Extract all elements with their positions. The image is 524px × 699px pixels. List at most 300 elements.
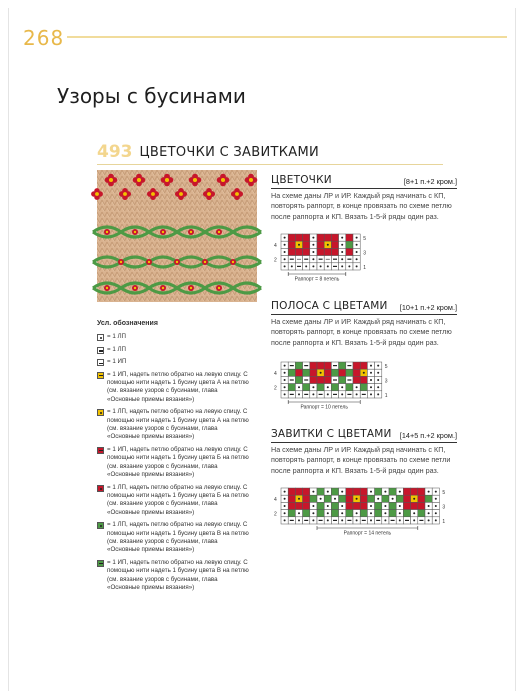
chart-cell-dot — [428, 491, 430, 493]
chart-cell-dot — [392, 498, 394, 500]
chart-cell — [346, 248, 353, 255]
chart-cell — [346, 488, 353, 495]
chart-cell-dot — [363, 372, 365, 374]
chart-cell-bar — [362, 520, 366, 521]
legend-item-text: = 1 ЛП, надеть петлю обратно на левую спицу. С помощью нити надеть 1 бусину цвета А на петлю (см. вязание узоров с бусинами, глава «Основные приемы вязания») — [107, 408, 249, 441]
chart-cell-dot — [284, 498, 286, 500]
chart-cell-dot — [284, 386, 286, 388]
chart-cell — [425, 495, 432, 502]
chart-cell — [331, 369, 338, 376]
chart-cell — [331, 510, 338, 517]
chart-cell-dot — [370, 386, 372, 388]
legend-item — [97, 446, 251, 480]
chart-cell-dot — [284, 372, 286, 374]
chart-cell — [346, 495, 353, 502]
chart-cell — [324, 248, 331, 255]
subpattern-1-rule — [271, 188, 457, 189]
swatch-bead — [204, 261, 206, 263]
chart-cell — [303, 248, 310, 255]
chart-cell-bar — [290, 259, 294, 260]
chart-repeat-label: Раппорт = 8 петель — [294, 276, 340, 283]
chart-cell-bar — [304, 520, 308, 521]
swatch-bead — [162, 287, 164, 289]
chart-cell — [310, 362, 317, 369]
chart-cell — [324, 362, 331, 369]
subpattern-2-rule — [271, 314, 457, 315]
chart-cell-dot — [341, 393, 343, 395]
chart-cell-dot — [334, 498, 336, 500]
subpattern-3-chart — [271, 486, 457, 535]
legend-item — [97, 333, 251, 341]
chart-cell — [288, 495, 295, 502]
chart-cell-dot — [356, 237, 358, 239]
pattern-rule — [97, 164, 443, 165]
chart-cell — [331, 502, 338, 509]
section-title: Узоры с бусинами — [57, 84, 246, 108]
swatch-bead — [134, 231, 136, 233]
chart-row-number-right: 5 — [442, 490, 446, 496]
chart-cell — [403, 502, 410, 509]
chart-cell-bar — [304, 365, 308, 366]
chart-cell-dot — [284, 251, 286, 253]
chart-cell — [288, 241, 295, 248]
bead-red-alt-icon — [97, 485, 104, 492]
chart-cell — [331, 234, 338, 241]
chart-cell-dash — [326, 259, 330, 260]
chart-cell-bar — [333, 379, 337, 380]
chart-cell-dot — [341, 244, 343, 246]
chart-cell-bar — [333, 266, 337, 267]
chart-cell — [353, 369, 360, 376]
chart-cell-bar — [347, 520, 351, 521]
chart-cell-dot — [327, 393, 329, 395]
chart-cell-dot — [312, 505, 314, 507]
chart-cell — [295, 502, 302, 509]
pattern-header — [97, 141, 319, 163]
bead-red-icon — [97, 447, 104, 454]
chart-cell — [360, 376, 367, 383]
subpattern-3-chart-grid — [271, 486, 457, 537]
chart-row-number-right: 3 — [442, 504, 446, 511]
subpattern-3-description: На схеме даны ЛР и ИР. Каждый ряд начинать с КП, повторять раппорт, в конце провязать по схеме петли после раппорта и КП. Вязать 1-5-й ряды один раз. — [271, 445, 451, 475]
chart-cell — [295, 248, 302, 255]
chart-cell-dot — [327, 244, 329, 246]
chart-cell — [418, 502, 425, 509]
legend-item-text: = 1 ЛП, надеть петлю обратно на левую спицу. С помощью нити надеть 1 бусину цвета В на петлю (см. вязание узоров с бусинами, глава «Основные приемы вязания») — [107, 521, 249, 554]
chart-cell-dot — [370, 365, 372, 367]
chart-cell — [317, 376, 324, 383]
chart-cell — [310, 369, 317, 376]
subpattern-2-header — [271, 298, 457, 312]
chart-cell — [396, 495, 403, 502]
chart-cell-dot — [370, 519, 372, 521]
legend-item-text: = 1 ИП, надеть петлю обратно на левую спицу. С помощью нити надеть 1 бусину цвета Б на петлю (см. вязание узоров с бусинами, глава «Основные приемы вязания») — [107, 445, 249, 479]
subpattern-3-header — [271, 426, 457, 440]
legend-item-text: = 1 ЛП, надеть петлю обратно на левую спицу. С помощью нити надеть 1 бусину цвета Б на петлю (см. вязание узоров с бусинами, глава «Основные приемы вязания») — [107, 483, 249, 516]
chart-row-number-left: 4 — [274, 371, 277, 378]
chart-cell-dot — [312, 386, 314, 388]
chart-cell-dot — [413, 512, 415, 514]
chart-cell-dot — [341, 512, 343, 514]
subpattern-2-title: ПОЛОСА С ЦВЕТАМИ — [271, 300, 388, 312]
chart-cell — [346, 510, 353, 517]
chart-cell-dot — [356, 251, 358, 253]
chart-cell — [317, 248, 324, 255]
chart-cell-dot — [327, 386, 329, 388]
chart-cell — [303, 510, 310, 517]
chart-cell-bar — [304, 379, 308, 380]
pattern-number: 493 — [97, 142, 133, 162]
swatch-bead — [218, 231, 220, 233]
chart-row-number-right: 3 — [363, 250, 366, 257]
chart-cell-dot — [320, 498, 322, 500]
chart-cell — [303, 234, 310, 241]
chart-cell — [346, 241, 353, 248]
legend-item-text: = 1 ИП — [107, 358, 127, 366]
chart-cell — [331, 248, 338, 255]
chart-cell-dash — [297, 259, 301, 260]
chart-row-number-left: 4 — [274, 243, 277, 250]
chart-cell-dot — [384, 491, 386, 493]
legend-item-text: = 1 ИП, надеть петлю обратно на левую спицу. С помощью нити надеть 1 бусину цвета В на петлю (см. вязание узоров с бусинами, глава «Основные приемы вязания») — [107, 558, 249, 591]
legend-item-text: = 1 ЛП — [107, 333, 127, 341]
chart-cell — [295, 369, 302, 376]
swatch-bead — [120, 261, 122, 263]
chart-row-number-left: 2 — [274, 257, 277, 264]
chart-row-number-left: 2 — [274, 511, 277, 518]
chart-cell-dot — [291, 265, 293, 267]
chart-cell — [317, 241, 324, 248]
chart-cell-dot — [399, 505, 401, 507]
chart-cell — [317, 488, 324, 495]
chart-cell — [288, 510, 295, 517]
chart-cell-bar — [376, 520, 380, 521]
chart-cell — [303, 384, 310, 391]
swatch-bead — [134, 287, 136, 289]
chart-cell — [353, 502, 360, 509]
chart-cell-dot — [370, 372, 372, 374]
chart-cell — [295, 362, 302, 369]
swatch-bead — [162, 231, 164, 233]
chart-cell-dot — [356, 512, 358, 514]
chart-cell — [324, 234, 331, 241]
chart-cell-dot — [327, 519, 329, 521]
chart-cell — [360, 510, 367, 517]
chart-cell-bar — [290, 394, 294, 395]
chart-cell — [411, 502, 418, 509]
chart-cell — [339, 495, 346, 502]
chart-cell-dot — [298, 244, 300, 246]
chart-cell-dot — [356, 393, 358, 395]
subpattern-1-chart-grid — [271, 232, 381, 283]
chart-cell — [418, 495, 425, 502]
chart-cell-dot — [305, 265, 307, 267]
chart-cell — [317, 234, 324, 241]
subpattern-2-chart-grid — [271, 360, 401, 411]
chart-cell — [411, 488, 418, 495]
swatch-bead — [190, 231, 192, 233]
chart-cell-dot — [298, 519, 300, 521]
knit-dot-icon — [97, 334, 104, 341]
chart-cell-dot — [284, 258, 286, 260]
subpattern-2-description: На схеме даны ЛР и ИР. Каждый ряд начинать с КП, повторять раппорт, в конце провязать по схеме петлю после раппорта и КП. Вязать 1-5-й ряды один раз. — [271, 317, 452, 347]
chart-cell — [360, 495, 367, 502]
chart-cell-dot — [341, 237, 343, 239]
chart-cell-dot — [413, 498, 415, 500]
chart-cell — [360, 362, 367, 369]
chart-cell-bar — [347, 365, 351, 366]
swatch-bead — [218, 287, 220, 289]
legend-item — [97, 371, 251, 405]
chart-cell-dot — [370, 512, 372, 514]
chart-cell-dot — [384, 519, 386, 521]
chart-cell — [403, 495, 410, 502]
chart-cell-dot — [428, 505, 430, 507]
chart-cell-dot — [341, 258, 343, 260]
chart-cell — [346, 384, 353, 391]
subpattern-1-title: ЦВЕТОЧКИ — [271, 174, 332, 186]
chart-cell-dot — [298, 498, 300, 500]
chart-cell — [360, 488, 367, 495]
chart-cell — [310, 495, 317, 502]
chart-cell-dot — [399, 519, 401, 521]
chart-cell-dot — [327, 505, 329, 507]
chart-row-number-right: 1 — [363, 264, 366, 271]
chart-cell-dot — [284, 519, 286, 521]
chart-cell-bar — [319, 520, 323, 521]
chart-cell-dot — [298, 512, 300, 514]
chart-cell-dot — [348, 265, 350, 267]
chart-cell-bar — [319, 394, 323, 395]
bead-green-alt-icon — [97, 560, 104, 567]
chart-cell — [360, 384, 367, 391]
chart-cell-dot — [435, 491, 437, 493]
chart-cell — [353, 376, 360, 383]
chart-cell-bar — [362, 394, 366, 395]
chart-cell-dot — [284, 393, 286, 395]
subpattern-3-meta: [14+5 п.+2 кром.] — [399, 431, 457, 440]
chart-cell — [295, 376, 302, 383]
chart-cell-dot — [312, 258, 314, 260]
chart-cell — [382, 495, 389, 502]
chart-cell-dot — [370, 393, 372, 395]
chart-cell-dot — [377, 393, 379, 395]
chart-cell — [331, 488, 338, 495]
chart-cell — [303, 495, 310, 502]
legend — [97, 320, 251, 596]
knitted-swatch-photo — [97, 170, 257, 302]
chart-cell-dot — [312, 237, 314, 239]
chart-cell — [324, 376, 331, 383]
swatch-bead — [106, 287, 108, 289]
chart-cell — [295, 488, 302, 495]
chart-cell-dot — [341, 519, 343, 521]
chart-cell — [317, 384, 324, 391]
pattern-name: ЦВЕТОЧКИ С ЗАВИТКАМИ — [139, 144, 319, 160]
chart-cell-dot — [320, 265, 322, 267]
chart-cell-bar — [347, 259, 351, 260]
chart-cell-dot — [370, 379, 372, 381]
page-number: 268 — [23, 26, 65, 50]
chart-cell — [389, 502, 396, 509]
chart-cell-dot — [284, 505, 286, 507]
page-frame — [8, 8, 516, 691]
chart-cell-dot — [356, 386, 358, 388]
chart-cell-dot — [341, 491, 343, 493]
chart-cell-dot — [435, 498, 437, 500]
legend-item — [97, 358, 251, 366]
bead-yellow-alt-icon — [97, 409, 104, 416]
chart-row-number-right: 3 — [384, 378, 388, 385]
chart-cell — [317, 510, 324, 517]
chart-cell-dot — [312, 491, 314, 493]
legend-item-text: = 1 ИП, надеть петлю обратно на левую спицу. С помощью нити надеть 1 бусину цвета А на петлю (см. вязание узоров с бусинами, глава «Основные приемы вязания») — [107, 370, 249, 403]
chart-cell — [324, 369, 331, 376]
chart-row-number-right: 1 — [384, 392, 388, 399]
chart-cell — [331, 241, 338, 248]
chart-cell-dot — [298, 393, 300, 395]
chart-cell-dot — [327, 265, 329, 267]
chart-cell-dot — [327, 491, 329, 493]
swatch-bead — [176, 261, 178, 263]
chart-cell-dot — [399, 512, 401, 514]
chart-row-number-right: 5 — [384, 364, 388, 370]
chart-cell-bar — [297, 266, 301, 267]
chart-cell-dot — [327, 512, 329, 514]
chart-cell-dot — [435, 505, 437, 507]
chart-cell-dot — [341, 265, 343, 267]
chart-cell — [303, 488, 310, 495]
chart-cell — [346, 369, 353, 376]
chart-cell — [389, 510, 396, 517]
chart-cell — [367, 495, 374, 502]
chart-cell-dot — [356, 519, 358, 521]
chart-cell-dot — [320, 372, 322, 374]
chart-cell — [310, 376, 317, 383]
chart-cell — [324, 495, 331, 502]
chart-repeat-label: Раппорт = 14 петель — [343, 530, 392, 537]
chart-cell-bar — [290, 365, 294, 366]
subpattern-1-description: На схеме даны ЛР и ИР. Каждый ряд начинать с КП, повторять раппорт, в конце провязать по схеме петлю после раппорта и КП. Вязать 1-5-й ряды один раз. — [271, 191, 452, 221]
top-rule — [67, 36, 507, 38]
chart-cell-dot — [428, 512, 430, 514]
chart-cell — [375, 502, 382, 509]
chart-cell — [375, 510, 382, 517]
chart-cell — [346, 502, 353, 509]
chart-cell — [346, 234, 353, 241]
chart-cell-bar — [333, 520, 337, 521]
chart-cell — [403, 510, 410, 517]
chart-cell-dot — [356, 258, 358, 260]
subpattern-3-title: ЗАВИТКИ С ЦВЕТАМИ — [271, 428, 392, 440]
swatch-bead — [106, 231, 108, 233]
chart-cell — [288, 488, 295, 495]
chart-cell-dot — [284, 512, 286, 514]
chart-cell-dot — [312, 251, 314, 253]
chart-cell — [317, 502, 324, 509]
chart-cell — [418, 510, 425, 517]
subpattern-1-header — [271, 172, 457, 186]
chart-cell-bar — [391, 520, 395, 521]
legend-item — [97, 521, 251, 555]
chart-cell-bar — [333, 365, 337, 366]
dash-icon — [97, 359, 104, 366]
subpattern-2-chart — [271, 360, 401, 409]
chart-cell-dot — [356, 265, 358, 267]
chart-cell-bar — [347, 394, 351, 395]
chart-cell — [288, 384, 295, 391]
chart-cell-bar — [290, 379, 294, 380]
chart-cell — [288, 234, 295, 241]
chart-cell-dot — [284, 237, 286, 239]
subpattern-2-meta: [10+1 п.+2 кром.] — [399, 303, 457, 312]
legend-item — [97, 484, 251, 518]
chart-cell — [303, 241, 310, 248]
chart-cell-dot — [377, 386, 379, 388]
chart-cell-dot — [356, 498, 358, 500]
subpattern-3-rule — [271, 442, 457, 443]
chart-cell-bar — [405, 520, 409, 521]
chart-cell-dot — [377, 498, 379, 500]
chart-cell-dot — [312, 393, 314, 395]
chart-cell-dot — [413, 519, 415, 521]
swatch-bead — [148, 261, 150, 263]
chart-cell — [339, 362, 346, 369]
chart-cell — [295, 234, 302, 241]
legend-item-text: = 1 ЛП — [107, 345, 127, 353]
chart-cell-dot — [377, 365, 379, 367]
chart-cell-dot — [428, 519, 430, 521]
chart-cell-dot — [377, 372, 379, 374]
chart-cell — [288, 369, 295, 376]
chart-cell — [303, 502, 310, 509]
chart-cell-dot — [399, 491, 401, 493]
chart-cell-dot — [284, 365, 286, 367]
chart-row-number-left: 4 — [274, 497, 277, 504]
chart-cell-dot — [312, 512, 314, 514]
chart-cell-dot — [312, 519, 314, 521]
bead-green-icon — [97, 522, 104, 529]
chart-cell — [375, 488, 382, 495]
purl-dot-icon — [97, 347, 104, 354]
chart-row-number-right: 1 — [442, 518, 446, 525]
chart-cell — [331, 384, 338, 391]
chart-cell-dot — [341, 505, 343, 507]
chart-cell-dot — [370, 491, 372, 493]
chart-cell — [288, 248, 295, 255]
chart-cell — [339, 369, 346, 376]
chart-cell-bar — [419, 520, 423, 521]
chart-cell — [418, 488, 425, 495]
subpattern-1-chart — [271, 232, 381, 281]
legend-item — [97, 408, 251, 442]
chart-cell-dot — [312, 265, 314, 267]
chart-cell-dot — [341, 251, 343, 253]
chart-cell-bar — [304, 259, 308, 260]
chart-cell — [353, 362, 360, 369]
chart-cell-dot — [298, 386, 300, 388]
swatch-bead — [190, 287, 192, 289]
chart-cell — [303, 369, 310, 376]
swatch-bead — [232, 261, 234, 263]
chart-cell-bar — [304, 394, 308, 395]
chart-row-number-left: 2 — [274, 385, 277, 392]
chart-cell-bar — [333, 259, 337, 260]
chart-row-number-right: 5 — [363, 236, 366, 242]
chart-cell — [339, 376, 346, 383]
chart-cell-dot — [435, 512, 437, 514]
chart-cell-dot — [356, 244, 358, 246]
